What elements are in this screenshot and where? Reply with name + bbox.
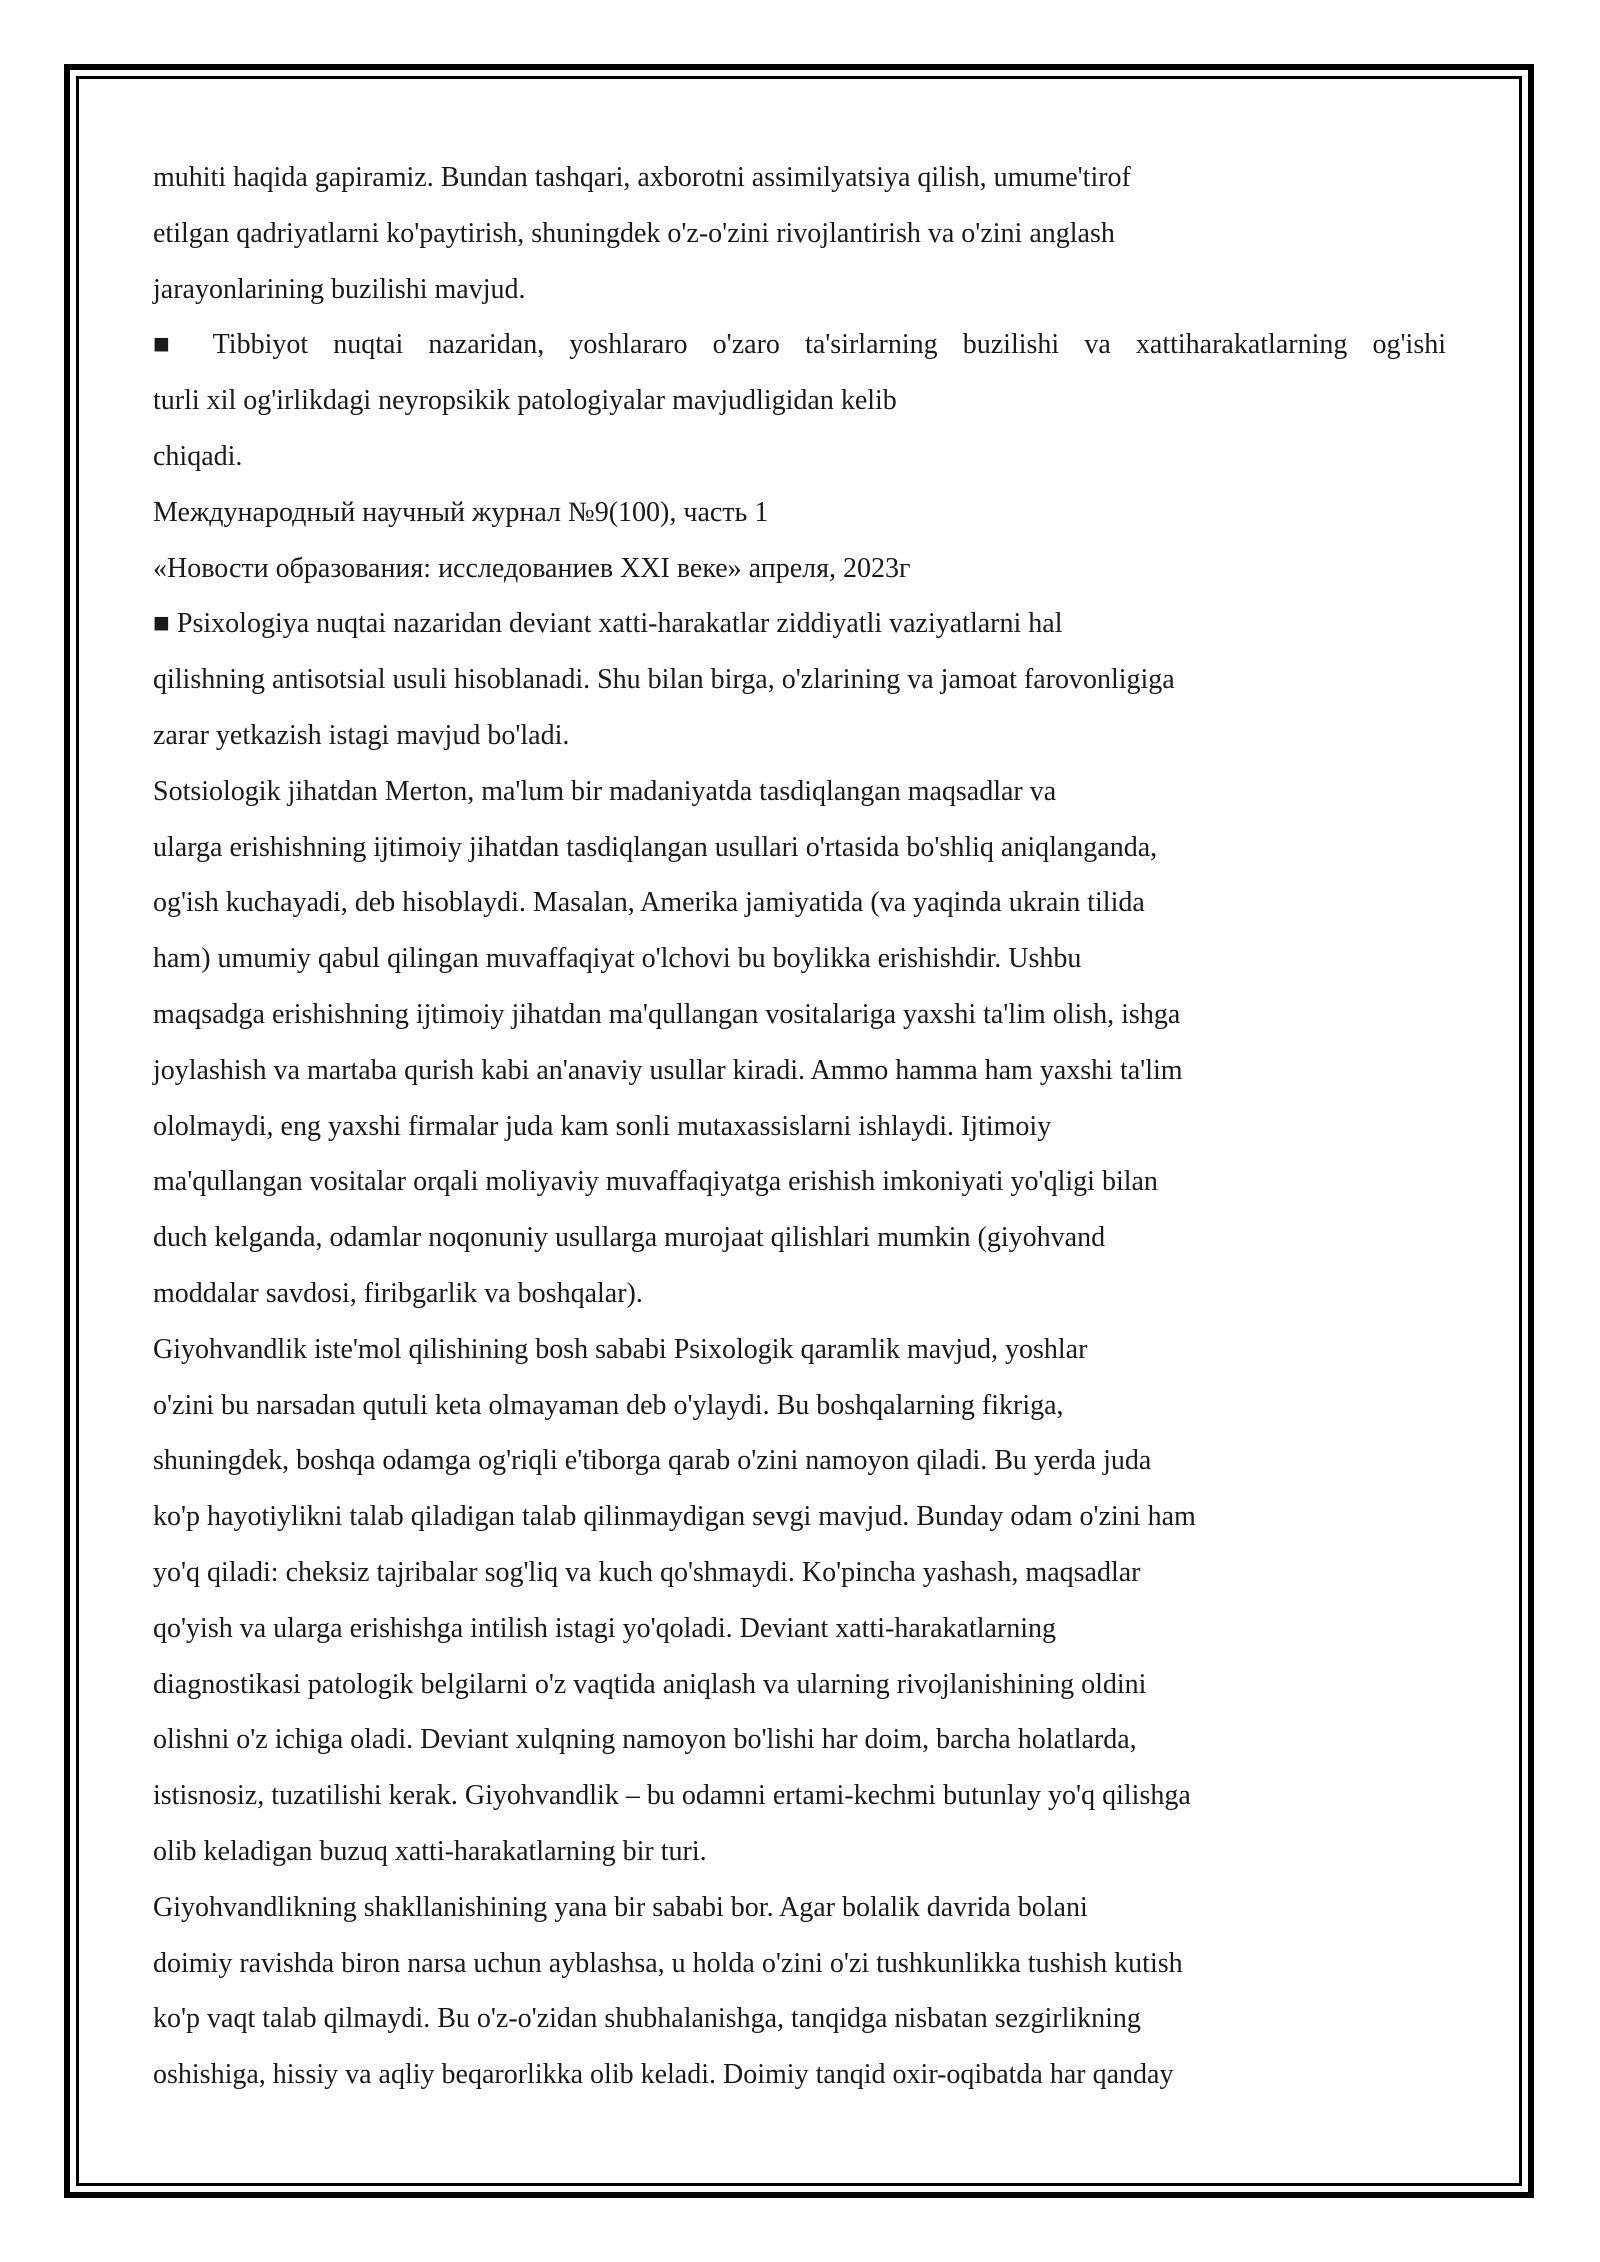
text-line: yo'q qiladi: cheksiz tajribalar sog'liq va kuch qo'shmaydi. Ko'pincha yashash, maqsadlar: [153, 1556, 1141, 1588]
text-line: chiqadi.: [153, 440, 243, 472]
text-line: duch kelganda, odamlar noqonuniy usullarga murojaat qilishlari mumkin (giyohvand: [153, 1222, 1106, 1254]
journal-header-line: «Новости образования: исследованиев XXI веке» апреля, 2023г: [153, 552, 911, 584]
text-line: joylashish va martaba qurish kabi an'anaviy usullar kiradi. Ammo hamma ham yaxshi ta'lim: [153, 1054, 1183, 1086]
text-line: ko'p vaqt talab qilmaydi. Bu o'z-o'zidan shubhalanishga, tanqidga nisbatan sezgirlikning: [153, 2003, 1141, 2035]
text-line: moddalar savdosi, firibgarlik va boshqalar).: [153, 1277, 643, 1309]
journal-header-line: Международный научный журнал №9(100), часть 1: [153, 496, 769, 528]
text-line: qo'yish va ularga erishishga intilish istagi yo'qoladi. Deviant xatti-harakatlarning: [153, 1612, 1057, 1644]
text-line: doimiy ravishda biron narsa uchun ayblashsa, u holda o'zini o'zi tushkunlikka tushish kutish: [153, 1947, 1183, 1979]
text-line: ham) umumiy qabul qilingan muvaffaqiyat o'lchovi bu boylikka erishishdir. Ushbu: [153, 943, 1082, 975]
text-line: diagnostikasi patologik belgilarni o'z vaqtida aniqlash va ularning rivojlanishining oldini: [153, 1668, 1147, 1700]
text-line: Giyohvandlikning shakllanishining yana bir sababi bor. Agar bolalik davrida bolani: [153, 1891, 1088, 1923]
text-line: istisnosiz, tuzatilishi kerak. Giyohvandlik – bu odamni ertami-kechmi butunlay yo'q qilishga: [153, 1780, 1191, 1812]
text-line: zarar yetkazish istagi mavjud bo'ladi.: [153, 719, 570, 751]
text-line: olishni o'z ichiga oladi. Deviant xulqning namoyon bo'lishi har doim, barcha holatlarda,: [153, 1724, 1137, 1756]
text-line: Giyohvandlik iste'mol qilishining bosh sababi Psixologik qaramlik mavjud, yoshlar: [153, 1333, 1088, 1365]
text-line: ma'qullangan vositalar orqali moliyaviy muvaffaqiyatga erishish imkoniyati yo'qligi bilan: [153, 1166, 1158, 1198]
text-line: muhiti haqida gapiramiz. Bundan tashqari, axborotni assimilyatsiya qilish, umume'tirof: [153, 162, 1131, 193]
text-line: turli xil og'irlikdagi neyropsikik patologiyalar mavjudligidan kelib: [153, 385, 897, 417]
bullet-paragraph-line: ■ Tibbiyot nuqtai nazaridan, yoshlararo o'zaro ta'sirlarning buzilishi va xattiharakatlarning og'ishi: [153, 329, 1446, 361]
text-line: ko'p hayotiylikni talab qiladigan talab qilinmaydigan sevgi mavjud. Bunday odam o'zini ham: [153, 1501, 1196, 1533]
text-line: og'ish kuchayadi, deb hisoblaydi. Masalan, Amerika jamiyatida (va yaqinda ukrain tilida: [153, 887, 1145, 919]
text-line: olib keladigan buzuq xatti-harakatlarning bir turi.: [153, 1835, 707, 1867]
text-line: o'zini bu narsadan qutuli keta olmayaman deb o'ylaydi. Bu boshqalarning fikriga,: [153, 1389, 1064, 1421]
text-line: ololmaydi, eng yaxshi firmalar juda kam sonli mutaxassislarni ishlaydi. Ijtimoiy: [153, 1110, 1052, 1142]
text-line: jarayonlarining buzilishi mavjud.: [153, 273, 526, 305]
document-body: [153, 150, 1453, 2103]
text-line: maqsadga erishishning ijtimoiy jihatdan ma'qullangan vositalariga yaxshi ta'lim olish, ishga: [153, 998, 1181, 1030]
text-line: shuningdek, boshqa odamga og'riqli e'tiborga qarab o'zini namoyon qiladi. Bu yerda juda: [153, 1445, 1152, 1477]
text-line: ularga erishishning ijtimoiy jihatdan tasdiqlangan usullari o'rtasida bo'shliq aniqlanganda,: [153, 831, 1158, 863]
text-line: Sotsiologik jihatdan Merton, ma'lum bir madaniyatda tasdiqlangan maqsadlar va: [153, 775, 1057, 807]
text-line: oshishiga, hissiy va aqliy beqarorlikka olib keladi. Doimiy tanqid oxir-oqibatda har qanday: [153, 2059, 1174, 2091]
bullet-paragraph-line: ■ Psixologiya nuqtai nazaridan deviant xatti-harakatlar ziddiyatli vaziyatlarni hal: [153, 608, 1063, 640]
text-line: qilishning antisotsial usuli hisoblanadi. Shu bilan birga, o'zlarining va jamoat farovonligiga: [153, 664, 1175, 696]
text-line: etilgan qadriyatlarni ko'paytirish, shuningdek o'z-o'zini rivojlantirish va o'zini anglash: [153, 217, 1115, 249]
